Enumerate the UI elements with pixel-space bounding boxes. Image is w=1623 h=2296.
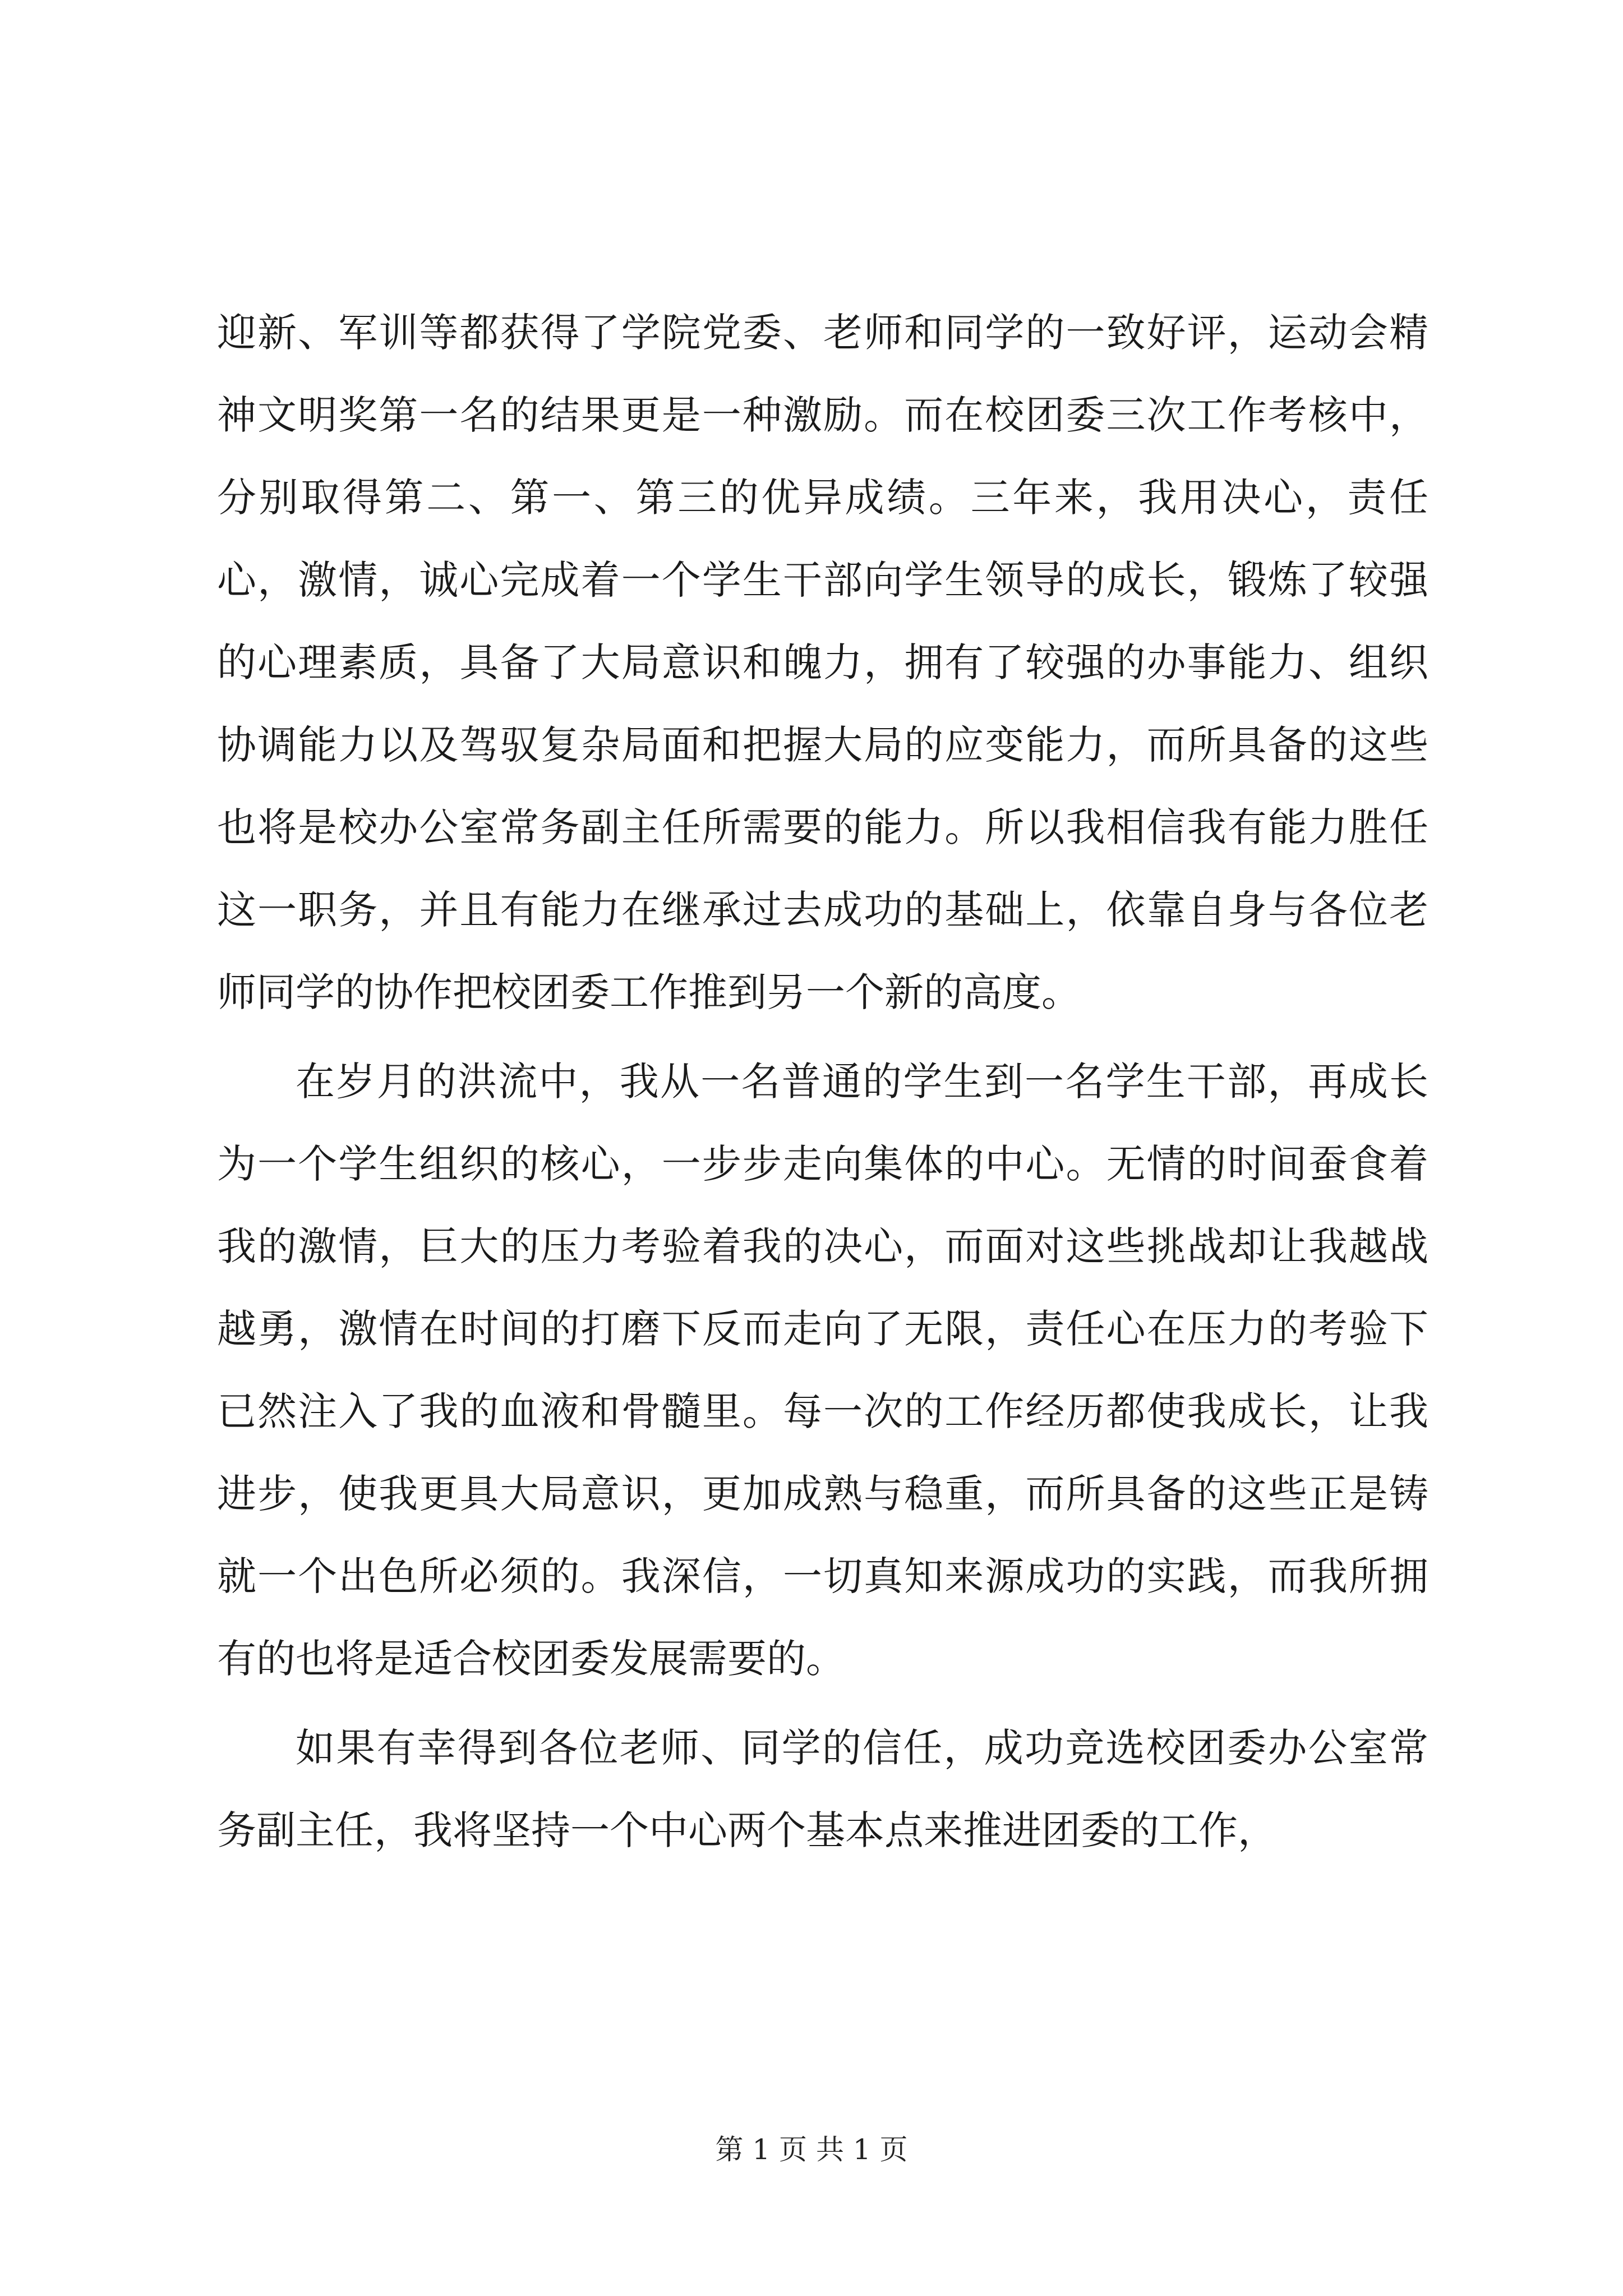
paragraph-1: 迎新、军训等都获得了学院党委、老师和同学的一致好评，运动会精神文明奖第一名的结果更是一种激励。而在校团委三次工作考核中，分别取得第二、第一、第三的优异成绩。三年来，我用决心，责任心，激情，诚心完成着一个学生干部向学生领导的成长，锻炼了较强的心理素质，具备了大局意识和魄力，拥有了较强的办事能力、组织协调能力以及驾驭复杂局面和把握大局的应变能力，而所具备的这些也将是校办公室常务副主任所需要的能力。所以我相信我有能力胜任这一职务，并且有能力在继承过去成功的基础上，依靠自身与各位老师同学的协作把校团委工作推到另一个新的高度。 [217, 310, 1428, 1015]
paragraph-3: 如果有幸得到各位老师、同学的信任，成功竞选校团委办公室常务副主任，我将坚持一个中心两个基本点来推进团委的工作， [217, 1725, 1428, 1853]
paragraph-2: 在岁月的洪流中，我从一名普通的学生到一名学生干部，再成长为一个学生组织的核心，一步步走向集体的中心。无情的时间蚕食着我的激情，巨大的压力考验着我的决心，而面对这些挑战却让我越战越勇，激情在时间的打磨下反而走向了无限，责任心在压力的考验下已然注入了我的血液和骨髓里。每一次的工作经历都使我成长，让我进步，使我更具大局意识，更加成熟与稳重，而所具备的这些正是铸就一个出色所必须的。我深信，一切真知来源成功的实践，而我所拥有的也将是适合校团委发展需要的。 [217, 1059, 1428, 1682]
document-body [217, 292, 1428, 1879]
page-footer: 第 1 页 共 1 页 [715, 2133, 908, 2166]
